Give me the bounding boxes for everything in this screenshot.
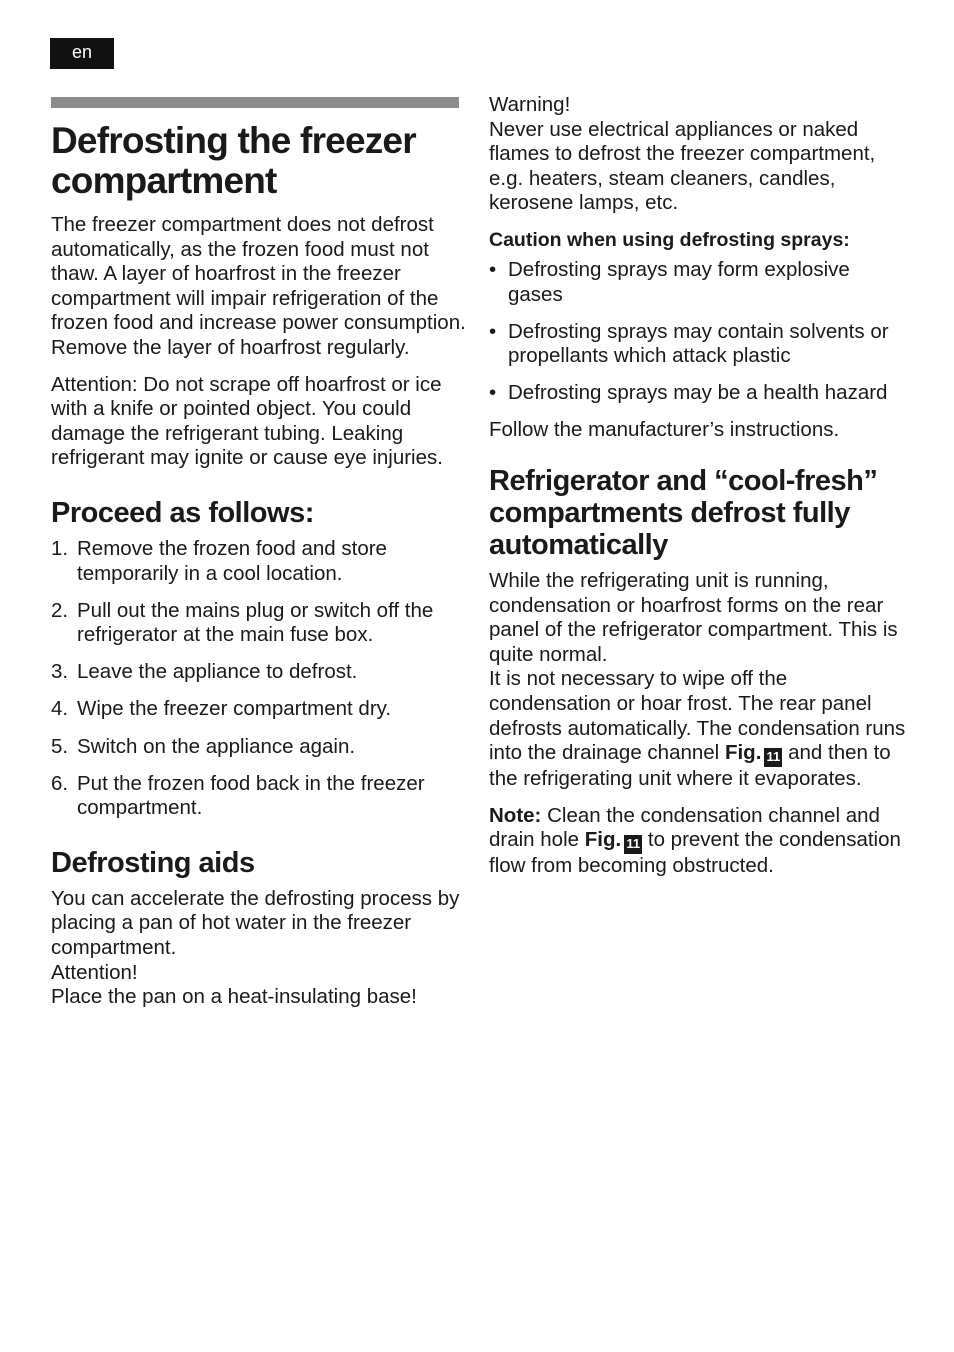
- auto-text-b: and then to the refrigerating unit where it evaporates.: [489, 741, 891, 791]
- fig-number-badge: 11: [764, 748, 782, 767]
- note-text-b: to prevent the condensation flow from becoming obstructed.: [489, 828, 901, 878]
- list-item: [489, 320, 909, 369]
- page-title: Defrosting the freezer compartment: [51, 120, 416, 201]
- list-item: [51, 660, 466, 685]
- proceed-heading: Proceed as follows:: [51, 496, 314, 529]
- aids-place-instruction: Place the pan on a heat-insulating base!: [51, 985, 417, 1009]
- left-column: [51, 97, 466, 1010]
- step-text: Switch on the appliance again.: [77, 734, 356, 758]
- step-text: Leave the appliance to defrost.: [77, 660, 358, 684]
- auto-paragraph-1: While the refrigerating unit is running, condensation or hoarfrost forms on the rear panel of the refrigerator compartment. This is quite normal.: [489, 569, 898, 666]
- bullet-text: Defrosting sprays may form explosive gases: [508, 257, 850, 306]
- auto-text-a: It is not necessary to wipe off the condensation or hoar frost. The rear panel defrosts automatically. The condensation runs into the drainage channel: [489, 667, 906, 765]
- list-item: [489, 381, 909, 406]
- step-number: 2.: [51, 598, 69, 622]
- attention-paragraph: Attention: Do not scrape off hoarfrost or ice with a knife or pointed object. You could damage the refrigerant tubing. Leaking refrigerant may ignite or cause eye injuries.: [51, 372, 443, 470]
- caution-list: [489, 258, 909, 406]
- step-text: Pull out the mains plug or switch off the refrigerator at the main fuse box.: [77, 598, 434, 647]
- step-number: 5.: [51, 734, 69, 758]
- step-number: 6.: [51, 771, 69, 795]
- aids-paragraph: You can accelerate the defrosting process by placing a pan of hot water in the freezer compartment.: [51, 886, 460, 959]
- step-number: 1.: [51, 536, 69, 560]
- section-rule: [51, 97, 459, 108]
- bullet: •: [489, 381, 497, 405]
- fig-number-badge: 11: [624, 835, 642, 854]
- auto-paragraph-2: [489, 667, 909, 791]
- aids-attention: Attention!: [51, 960, 138, 984]
- fig-reference: Fig.: [724, 741, 762, 765]
- list-item: [51, 772, 466, 821]
- bullet: •: [489, 257, 497, 281]
- list-item: [51, 537, 466, 586]
- bullet-text: Defrosting sprays may be a health hazard: [508, 381, 888, 405]
- step-number: 3.: [51, 660, 69, 684]
- bullet: •: [489, 319, 497, 343]
- note-paragraph: [489, 804, 909, 879]
- fig-reference: Fig.: [584, 828, 622, 852]
- caution-heading: Caution when using defrosting sprays:: [489, 228, 850, 251]
- step-number: 4.: [51, 697, 69, 721]
- list-item: [51, 735, 466, 760]
- note-text-a: Clean the condensation channel and drain hole: [489, 803, 880, 852]
- language-tag: en: [50, 38, 114, 69]
- follow-instructions: Follow the manufacturer’s instructions.: [489, 418, 840, 442]
- intro-paragraph: The freezer compartment does not defrost automatically, as the frozen food must not thaw. A layer of hoarfrost in the freezer compartment will impair refrigeration of the frozen food and increase power consumption. Remove the layer of hoarfrost regularly.: [51, 213, 466, 359]
- auto-defrost-heading: Refrigerator and “cool-fresh” compartments defrost fully automatically: [489, 465, 878, 562]
- warning-label: Warning!: [489, 93, 571, 116]
- defrosting-aids-heading: Defrosting aids: [51, 846, 255, 879]
- list-item: [51, 599, 466, 648]
- warning-paragraph: Never use electrical appliances or naked flames to defrost the freezer compartment, e.g. heaters, steam cleaners, candles, kerosene lamps, etc.: [489, 117, 876, 215]
- step-text: Put the frozen food back in the freezer compartment.: [77, 771, 425, 820]
- step-text: Wipe the freezer compartment dry.: [77, 697, 392, 721]
- right-column: [489, 93, 909, 891]
- bullet-text: Defrosting sprays may contain solvents or propellants which attack plastic: [508, 319, 889, 368]
- steps-list: [51, 537, 466, 821]
- list-item: [51, 697, 466, 722]
- list-item: [489, 258, 909, 307]
- note-label: Note:: [489, 803, 542, 827]
- step-text: Remove the frozen food and store temporarily in a cool location.: [77, 536, 387, 585]
